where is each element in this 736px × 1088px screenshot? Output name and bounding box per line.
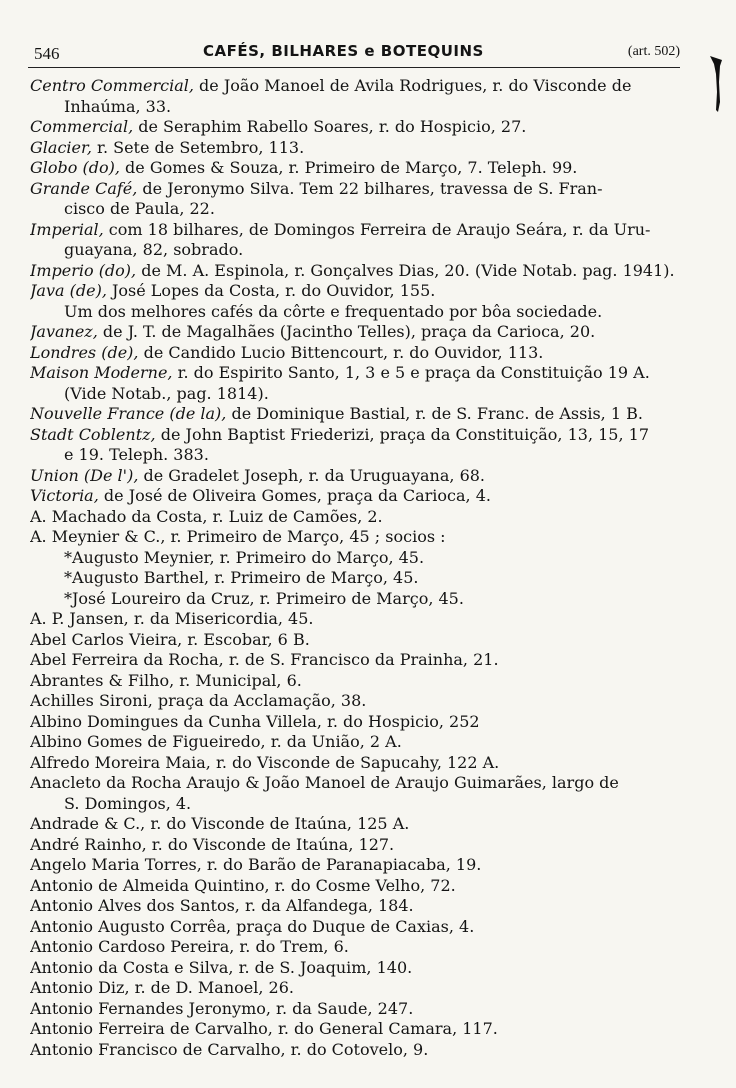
entry-details: *José Loureiro da Cruz, r. Primeiro de Março, 45. — [64, 588, 464, 608]
establishment-name: Victoria, — [30, 486, 99, 505]
directory-entry — [30, 712, 692, 733]
establishment-name: Londres (de), — [30, 342, 139, 362]
entry-details: r. do Espirito Santo, 1, 3 e 5 e praça da Constituição 19 A. — [172, 363, 650, 382]
directory-entry — [30, 281, 692, 302]
directory-entry — [30, 363, 692, 384]
directory-entry — [30, 138, 692, 159]
entry-details: Antonio Alves dos Santos, r. da Alfandega, 184. — [30, 896, 414, 915]
entry-details: André Rainho, r. do Visconde de Itaúna, 127. — [30, 834, 395, 854]
directory-entry-continuation — [30, 384, 692, 405]
entry-details: Angelo Maria Torres, r. do Barão de Paranapiacaba, 19. — [30, 855, 482, 874]
entry-details: José Lopes da Costa, r. do Ouvidor, 155. — [106, 281, 436, 300]
directory-entry — [30, 896, 692, 917]
directory-entry — [30, 1040, 692, 1061]
establishment-name: Nouvelle France (de la), — [30, 404, 227, 423]
directory-entry — [30, 978, 692, 999]
directory-entry — [30, 753, 692, 774]
directory-entry — [30, 466, 692, 487]
entry-details: de Jeronymo Silva. Tem 22 bilhares, travessa de S. Fran- — [137, 178, 603, 198]
entry-details: (Vide Notab., pag. 1814). — [64, 383, 269, 403]
directory-entry — [30, 937, 692, 958]
entry-details: Inhaúma, 33. — [64, 96, 172, 116]
entry-details: Alfredo Moreira Maia, r. do Visconde de Sapucahy, 122 A. — [30, 752, 500, 772]
establishment-name: Glacier, — [30, 137, 92, 157]
establishment-name: Stadt Coblentz, — [30, 424, 156, 444]
entry-details: cisco de Paula, 22. — [64, 199, 215, 218]
entry-details: Abrantes & Filho, r. Municipal, 6. — [30, 670, 302, 690]
directory-entry-continuation — [30, 794, 692, 815]
entry-details: Anacleto da Rocha Araujo & João Manoel de Araujo Guimarães, largo de — [30, 773, 619, 792]
entry-details: r. Sete de Setembro, 113. — [91, 137, 305, 157]
entry-details: de John Baptist Friederizi, praça da Constituição, 13, 15, 17 — [155, 424, 650, 444]
directory-entry-continuation — [30, 548, 692, 569]
establishment-name: Union (De l'), — [30, 465, 139, 485]
entry-details: A. Meynier & C., r. Primeiro de Março, 45 ; socios : — [30, 527, 446, 546]
directory-entry — [30, 999, 692, 1020]
entry-details: de M. A. Espinola, r. Gonçalves Dias, 20. (Vide Notab. pag. 1941). — [136, 260, 675, 280]
directory-entries — [30, 76, 692, 1060]
entry-details: de Dominique Bastial, r. de S. Franc. de Assis, 1 B. — [226, 404, 643, 423]
entry-details: Achilles Sironi, praça da Acclamação, 38. — [30, 691, 367, 710]
establishment-name: Globo (do), — [30, 158, 120, 177]
directory-entry-continuation — [30, 589, 692, 610]
entry-details: Antonio Cardoso Pereira, r. do Trem, 6. — [30, 937, 349, 956]
establishment-name: Grande Café, — [30, 178, 138, 198]
entry-details: S. Domingos, 4. — [64, 793, 192, 813]
directory-entry — [30, 117, 692, 138]
directory-entry — [30, 322, 692, 343]
directory-entry — [30, 158, 692, 179]
entry-details: Antonio Diz, r. de D. Manoel, 26. — [30, 978, 294, 997]
directory-entry — [30, 732, 692, 753]
directory-entry — [30, 343, 692, 364]
entry-details: Albino Gomes de Figueiredo, r. da União, 2 A. — [30, 732, 402, 751]
entry-details: *Augusto Meynier, r. Primeiro do Março, 45. — [64, 547, 425, 567]
directory-entry — [30, 179, 692, 200]
directory-entry — [30, 876, 692, 897]
directory-entry — [30, 671, 692, 692]
entry-details: de Gomes & Souza, r. Primeiro de Março, 7. Teleph. 99. — [119, 158, 578, 177]
directory-entry — [30, 404, 692, 425]
entry-details: Abel Carlos Vieira, r. Escobar, 6 B. — [30, 629, 310, 649]
establishment-name: Centro Commercial, — [30, 76, 194, 95]
establishment-name: Imperial, — [30, 219, 104, 239]
directory-entry-continuation — [30, 97, 692, 118]
establishment-name: Java (de), — [30, 281, 107, 300]
running-title: CAFÉS, BILHARES e BOTEQUINS — [203, 42, 484, 60]
entry-details: *Augusto Barthel, r. Primeiro de Março, 45. — [64, 568, 419, 587]
directory-entry-continuation — [30, 445, 692, 466]
entry-details: de J. T. de Magalhães (Jacintho Telles), praça da Carioca, 20. — [97, 322, 596, 341]
establishment-name: Javanez, — [30, 322, 98, 341]
entry-details: e 19. Teleph. 383. — [64, 445, 209, 464]
entry-details: Antonio de Almeida Quintino, r. do Cosme Velho, 72. — [30, 875, 456, 895]
entry-details: Andrade & C., r. do Visconde de Itaúna, 125 A. — [30, 814, 410, 833]
entry-details: Um dos melhores cafés da côrte e frequentado por bôa sociedade. — [64, 301, 603, 321]
ink-smudge-mark — [708, 52, 724, 114]
entry-details: de Gradelet Joseph, r. da Uruguayana, 68. — [138, 465, 486, 485]
directory-entry — [30, 835, 692, 856]
directory-entry — [30, 958, 692, 979]
entry-details: de Seraphim Rabello Soares, r. do Hospicio, 27. — [133, 117, 527, 136]
entry-details: guayana, 82, sobrado. — [64, 240, 244, 259]
directory-entry — [30, 814, 692, 835]
directory-entry — [30, 917, 692, 938]
directory-entry — [30, 507, 692, 528]
directory-entry-continuation — [30, 302, 692, 323]
directory-entry — [30, 486, 692, 507]
directory-entry — [30, 630, 692, 651]
directory-entry — [30, 855, 692, 876]
entry-details: Abel Ferreira da Rocha, r. de S. Francisco da Prainha, 21. — [30, 650, 499, 669]
entry-details: Antonio Francisco de Carvalho, r. do Cotovelo, 9. — [30, 1039, 429, 1059]
directory-entry-continuation — [30, 199, 692, 220]
directory-entry — [30, 773, 692, 794]
page-number: 546 — [34, 44, 60, 63]
establishment-name: Commercial, — [30, 117, 134, 136]
directory-entry — [30, 425, 692, 446]
directory-entry — [30, 261, 692, 282]
page-header — [28, 40, 688, 66]
directory-entry-continuation — [30, 240, 692, 261]
entry-details: Antonio da Costa e Silva, r. de S. Joaquim, 140. — [30, 957, 413, 977]
entry-details: de Candido Lucio Bittencourt, r. do Ouvidor, 113. — [138, 342, 544, 362]
establishment-name: Maison Moderne, — [30, 363, 173, 382]
directory-entry — [30, 527, 692, 548]
directory-entry — [30, 76, 692, 97]
entry-details: Albino Domingues da Cunha Villela, r. do Hospicio, 252 — [30, 711, 480, 731]
directory-entry-continuation — [30, 568, 692, 589]
establishment-name: Imperio (do), — [30, 260, 137, 280]
article-reference: (art. 502) — [627, 44, 680, 59]
entry-details: A. P. Jansen, r. da Misericordia, 45. — [30, 609, 314, 628]
entry-details: de José de Oliveira Gomes, praça da Carioca, 4. — [98, 486, 491, 505]
directory-entry — [30, 1019, 692, 1040]
entry-details: Antonio Augusto Corrêa, praça do Duque de Caxias, 4. — [30, 916, 475, 936]
entry-details: Antonio Fernandes Jeronymo, r. da Saude, 247. — [30, 998, 414, 1018]
directory-entry — [30, 650, 692, 671]
header-rule — [28, 67, 680, 68]
directory-entry — [30, 220, 692, 241]
directory-entry — [30, 691, 692, 712]
directory-entry — [30, 609, 692, 630]
entry-details: com 18 bilhares, de Domingos Ferreira de Araujo Seára, r. da Uru- — [103, 219, 651, 239]
entry-details: A. Machado da Costa, r. Luiz de Camões, 2. — [30, 506, 383, 526]
entry-details: Antonio Ferreira de Carvalho, r. do General Camara, 117. — [30, 1019, 498, 1038]
entry-details: de João Manoel de Avila Rodrigues, r. do Visconde de — [193, 76, 632, 95]
